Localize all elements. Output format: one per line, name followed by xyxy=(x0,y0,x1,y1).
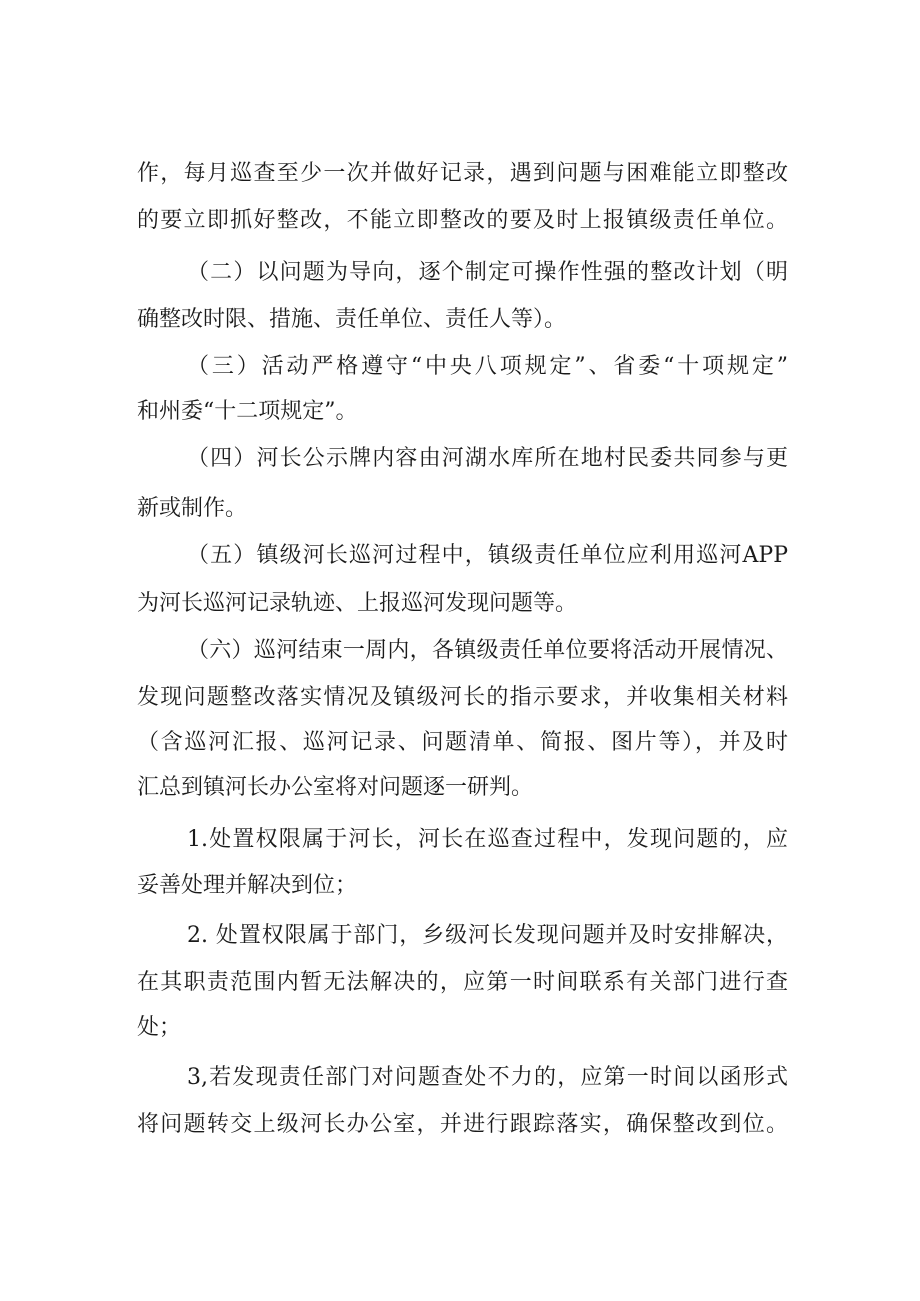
paragraph-line: （含巡河汇报、巡河记录、问题清单、简报、图片等），并及时 xyxy=(137,730,788,755)
paragraph-line: 确整改时限、措施、责任单位、责任人等）。 xyxy=(137,307,567,332)
paragraph-line: （五）镇级河长巡河过程中，镇级责任单位应利用巡河APP xyxy=(187,543,788,568)
paragraph-line: 新或制作。 xyxy=(137,496,248,521)
paragraph-line: （三）活动严格遵守“中央八项规定”、省委“十项规定” xyxy=(187,354,788,379)
paragraph-line: 1.处置权限属于河长，河长在巡查过程中，发现问题的，应 xyxy=(187,827,788,852)
paragraph-line: 汇总到镇河长办公室将对问题逐一研判。 xyxy=(137,775,534,800)
paragraph-line: 发现问题整改落实情况及镇级河长的指示要求，并收集相关材料 xyxy=(137,685,788,710)
paragraph-line: 将问题转交上级河长办公室，并进行跟踪落实，确保整改到位。 xyxy=(137,1112,788,1137)
paragraph-line: 3,若发现责任部门对问题查处不力的，应第一时间以函形式 xyxy=(187,1065,788,1090)
paragraph-line: （二）以问题为导向，逐个制定可操作性强的整改计划（明 xyxy=(187,260,788,285)
paragraph-line: 妥善处理并解决到位； xyxy=(137,873,358,898)
paragraph-line: 的要立即抓好整改，不能立即整改的要及时上报镇级责任单位。 xyxy=(137,208,788,233)
paragraph-line: 作，每月巡查至少一次并做好记录，遇到问题与困难能立即整改 xyxy=(137,161,788,186)
paragraph-line: 为河长巡河记录轨迹、上报巡河发现问题等。 xyxy=(137,591,578,616)
paragraph-line: 在其职责范围内暂无法解决的，应第一时间联系有关部门进行查 xyxy=(137,970,788,995)
paragraph-line: （四）河长公示牌内容由河湖水库所在地村民委共同参与更 xyxy=(187,446,788,471)
paragraph-line: （六）巡河结束一周内，各镇级责任单位要将活动开展情况、 xyxy=(187,638,788,663)
paragraph-line: 和州委“十二项规定”。 xyxy=(137,399,358,424)
paragraph-line: 处； xyxy=(137,1015,182,1040)
paragraph-line: 2. 处置权限属于部门，乡级河长发现问题并及时安排解决， xyxy=(187,923,788,948)
